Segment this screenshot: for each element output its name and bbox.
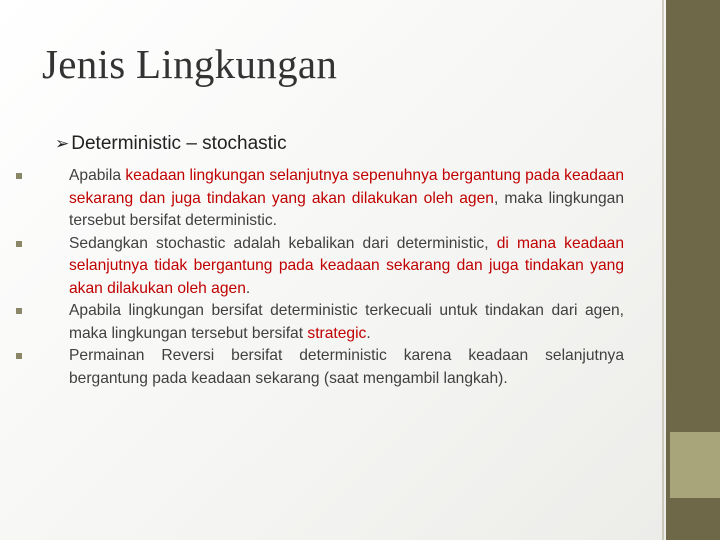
bullet-item xyxy=(16,345,624,390)
bullet-text: Permainan Reversi bersifat deterministic karena keadaan selanjutnya bergantung pada keadaan sekarang (saat mengambil langkah). xyxy=(69,347,624,387)
square-bullet-icon xyxy=(16,308,22,314)
slide-title: Jenis Lingkungan xyxy=(42,41,338,87)
bullet-text: Apabila xyxy=(69,167,126,184)
bullet-list xyxy=(16,165,624,390)
square-bullet-icon xyxy=(16,173,22,179)
square-bullet-icon xyxy=(16,353,22,359)
slide-subtitle xyxy=(55,133,287,155)
bullet-highlight: di mana keadaan selanjutnya tidak bergantung pada keadaan sekarang dan juga tindakan yang akan dilakukan oleh agen xyxy=(69,234,624,297)
bullet-text: Apabila lingkungan bersifat deterministic terkecuali untuk tindakan dari agen, maka lingkungan tersebut bersifat xyxy=(69,302,624,342)
bullet-item xyxy=(16,165,624,233)
bullet-text: . xyxy=(366,324,371,342)
arrow-right-icon: ➢ xyxy=(55,134,70,154)
bullet-highlight: keadaan lingkungan selanjutnya sepenuhnya bergantung pada keadaan sekarang dan juga tindakan yang akan dilakukan oleh agen xyxy=(69,167,624,207)
bullet-text: , maka lingkungan tersebut bersifat deterministic. xyxy=(69,189,625,229)
bullet-item xyxy=(16,233,624,301)
bullet-highlight: strategic xyxy=(307,324,367,342)
sidebar-divider xyxy=(662,0,664,540)
bullet-text: Sedangkan stochastic adalah kebalikan dari deterministic, xyxy=(69,234,497,252)
subtitle-text: Deterministic – stochastic xyxy=(71,133,287,154)
square-bullet-icon xyxy=(16,241,22,247)
sidebar-accent-block xyxy=(670,432,720,498)
bullet-text: . xyxy=(245,279,251,297)
bullet-item xyxy=(16,300,624,345)
